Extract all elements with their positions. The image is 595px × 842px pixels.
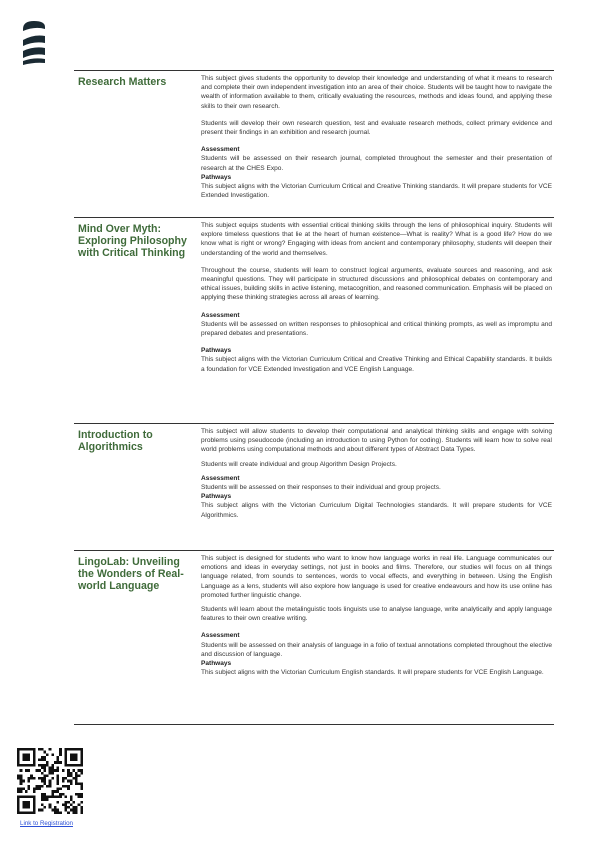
pathways-heading: Pathways: [201, 173, 232, 181]
pathways-heading: Pathways: [201, 493, 232, 501]
assessment-heading: Assessment: [201, 632, 240, 640]
intro-paragraph: This subject is designed for students who want to know how language works in real life. Language communicates our emotions and ideas in everyday settings, not just in books and films. Therefore, our studies will focus on all things language related, from sounds to sentences, words to vocal effects, and everything in between. Using the English Language as a lens, students will also explore how language is used for creative endeavours and how its use online has promoted further linguistic change.: [201, 555, 552, 599]
pathways-text: This subject aligns with the Victorian Curriculum Digital Technologies standards. It will prepare students for VCE Algorithmics.: [201, 502, 552, 519]
pathways-text: This subject aligns with the Victorian Curriculum English standards. It will prepare students for VCE English Language.: [201, 669, 544, 677]
subject-description: [199, 71, 554, 217]
subject-algorithmics: [74, 423, 554, 550]
assessment-text: Students will be assessed on their analysis of language in a folio of textual annotations completed throughout the elective and discussion of language.: [201, 641, 552, 658]
subject-mind-over-myth: [74, 217, 554, 423]
intro-paragraph: This subject gives students the opportunity to develop their knowledge and understanding of what it means to research and complete their own independent investigation into an area of their choice. Students will be taught how to navigate the wealth of information available to them, critically evaluating the resources, methods and ideas found, and applying these skills to their own research.: [201, 75, 552, 110]
intro-paragraph: Students will create individual and group Algorithm Design Projects.: [201, 460, 397, 468]
pathways-heading: Pathways: [201, 660, 232, 668]
intro-paragraph: This subject equips students with essential critical thinking skills through the lens of philosophical inquiry. Students will explore timeless questions that lie at the heart of human existence—What is reality? What is a good life? How do we know what is right or wrong? Engaging with ideas from ancient and contemporary philosophy, students will deepen their understanding of the world and themselves.: [201, 222, 552, 257]
assessment-heading: Assessment: [201, 474, 240, 482]
subject-title: Introduction to Algorithmics: [78, 429, 153, 453]
registration-link[interactable]: Link to Registration: [20, 820, 73, 827]
intro-paragraph: Throughout the course, students will learn to construct logical arguments, evaluate sources and reasoning, and ask meaningful questions. They will participate in structured discussions and philosophical debates on contemporary and ethical issues, building skills in active listening, metacognition, and reasoned communication. Emphasis will be placed on applying these thinking strategies across all areas of learning.: [201, 266, 552, 302]
electives-table: [74, 70, 554, 725]
subject-description: [199, 551, 554, 724]
subject-description: [199, 424, 554, 550]
subject-title: Mind Over Myth: Exploring Philosophy with Critical Thinking: [78, 223, 187, 259]
pathways-heading: Pathways: [201, 347, 232, 355]
qr-code-icon[interactable]: [17, 748, 83, 814]
brand-logo-icon: [21, 19, 47, 65]
assessment-text: Students will be assessed on written responses to philosophical and critical thinking prompts, as well as impromptu and prepared debates and presentations.: [201, 320, 552, 338]
subject-title: Research Matters: [78, 76, 167, 88]
pathways-text: This subject aligns with the Victorian Curriculum Critical and Creative Thinking standards. It will prepare students for VCE Extended Investigation.: [201, 183, 552, 200]
intro-paragraph: Students will develop their own research question, test and evaluate research methods, collect primary evidence and present their findings in an exhibition and research journal.: [201, 119, 552, 137]
subject-research-matters: [74, 70, 554, 217]
pathways-text: This subject aligns with the Victorian Curriculum Critical and Creative Thinking and Ethical Capability standards. It builds a foundation for VCE Extended Investigation and VCE English Language.: [201, 356, 552, 373]
assessment-heading: Assessment: [201, 311, 240, 319]
intro-paragraph: This subject will allow students to develop their computational and analytical thinking skills and engage with solving problems using pseudocode (including an introduction to using Python for coding). Students will learn how to solve real world problems using computational methods and about different types of Abstract Data Types.: [201, 428, 552, 454]
assessment-heading: Assessment: [201, 146, 240, 154]
subject-description: [199, 218, 554, 423]
subject-lingolab: [74, 550, 554, 725]
intro-paragraph: Students will learn about the metalinguistic tools linguists use to analyse language, write analytically and apply language features to their own creative writing.: [201, 606, 552, 623]
assessment-text: Students will be assessed on their research journal, completed throughout the semester and their presentation of research at the CHES Expo.: [201, 155, 552, 172]
subject-title: LingoLab: Unveiling the Wonders of Real-world Language: [78, 556, 184, 592]
assessment-text: Students will be assessed on their responses to their individual and group projects.: [201, 484, 441, 492]
